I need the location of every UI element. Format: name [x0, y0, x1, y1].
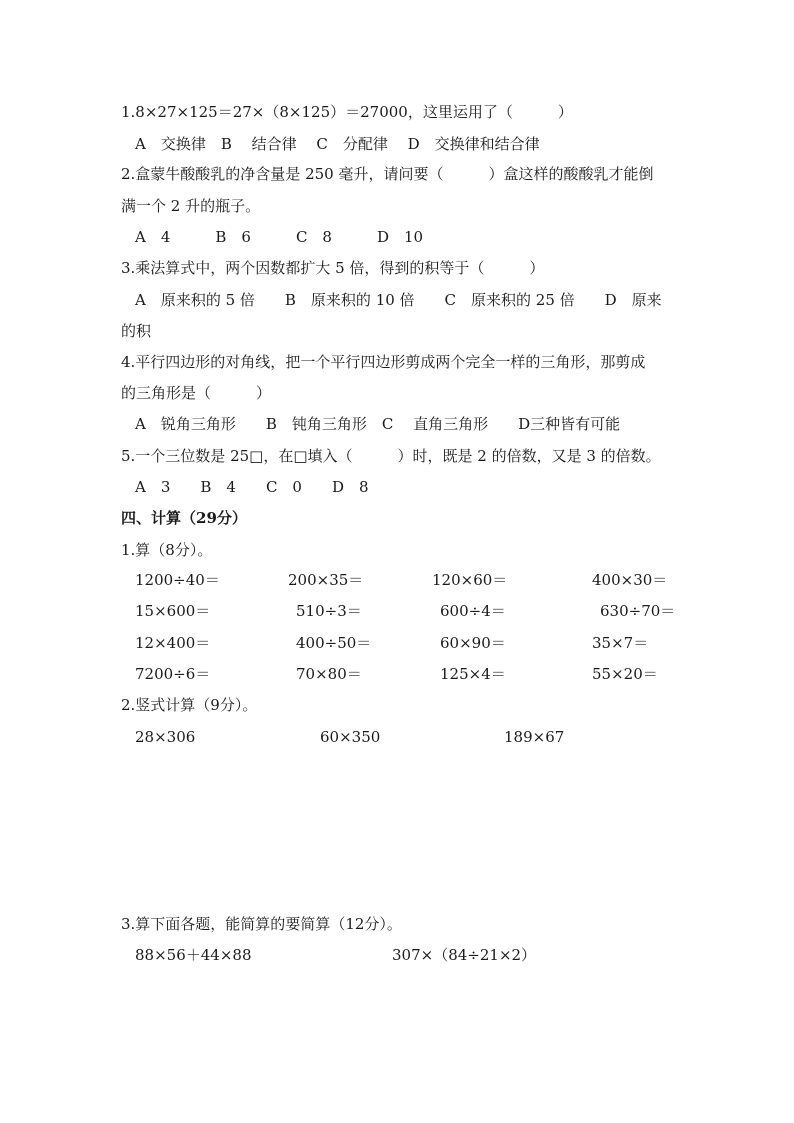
vertical-calc-item: 189×67	[504, 728, 565, 746]
subsection-3-title: 3.算下面各题，能简算的要简算（12分）。	[121, 915, 402, 933]
question-2-options: A 4 B 6 C 8 D 10	[135, 228, 424, 246]
calc-item: 55×20＝	[592, 665, 658, 683]
section-heading-calc: 四、计算（29分）	[121, 509, 247, 527]
question-4-line-2: 的三角形是（ ）	[121, 384, 272, 402]
calc-item: 15×600＝	[135, 602, 211, 620]
question-1: 1.8×27×125＝27×（8×125）＝27000，这里运用了（ ）	[121, 103, 573, 121]
calc-item: 1200÷40＝	[135, 571, 220, 589]
calc-item: 7200÷6＝	[135, 665, 211, 683]
question-5: 5.一个三位数是 25□，在□填入（ ）时，既是 2 的倍数，又是 3 的倍数。	[121, 447, 661, 465]
question-3-options-tail: 的积	[121, 322, 152, 340]
question-3-options: A 原来积的 5 倍 B 原来积的 10 倍 C 原来积的 25 倍 D 原来	[135, 291, 662, 309]
question-3: 3.乘法算式中，两个因数都扩大 5 倍，得到的积等于（ ）	[121, 259, 545, 277]
calc-item: 12×400＝	[135, 634, 211, 652]
calc-item: 600÷4＝	[440, 602, 506, 620]
simplify-item: 88×56＋44×88	[135, 946, 252, 964]
vertical-calc-item: 60×350	[320, 728, 381, 746]
calc-item: 70×80＝	[296, 665, 362, 683]
vertical-calc-item: 28×306	[135, 728, 196, 746]
calc-item: 400÷50＝	[296, 634, 372, 652]
calc-item: 200×35＝	[288, 571, 364, 589]
calc-item: 125×4＝	[440, 665, 506, 683]
calc-item: 60×90＝	[440, 634, 506, 652]
calc-item: 400×30＝	[592, 571, 668, 589]
subsection-1-title: 1.算（8分）。	[121, 541, 213, 559]
question-2-line-1: 2.盒蒙牛酸酸乳的净含量是 250 毫升，请问要（ ）盒这样的酸酸乳才能倒	[121, 165, 654, 183]
calc-item: 35×7＝	[592, 634, 649, 652]
calc-item: 630÷70＝	[600, 602, 676, 620]
question-4-line-1: 4.平行四边形的对角线，把一个平行四边形剪成两个完全一样的三角形，那剪成	[121, 353, 646, 371]
subsection-2-title: 2.竖式计算（9分）。	[121, 696, 258, 714]
calc-item: 510÷3＝	[296, 602, 362, 620]
calc-item: 120×60＝	[432, 571, 508, 589]
simplify-item: 307×（84÷21×2）	[392, 946, 537, 964]
question-4-options: A 锐角三角形 B 钝角三角形 C 直角三角形 D三种皆有可能	[135, 415, 621, 433]
question-2-line-2: 满一个 2 升的瓶子。	[121, 197, 261, 215]
question-5-options: A 3 B 4 C 0 D 8	[135, 478, 369, 496]
question-1-options: A 交换律 B 结合律 C 分配律 D 交换律和结合律	[135, 135, 540, 153]
